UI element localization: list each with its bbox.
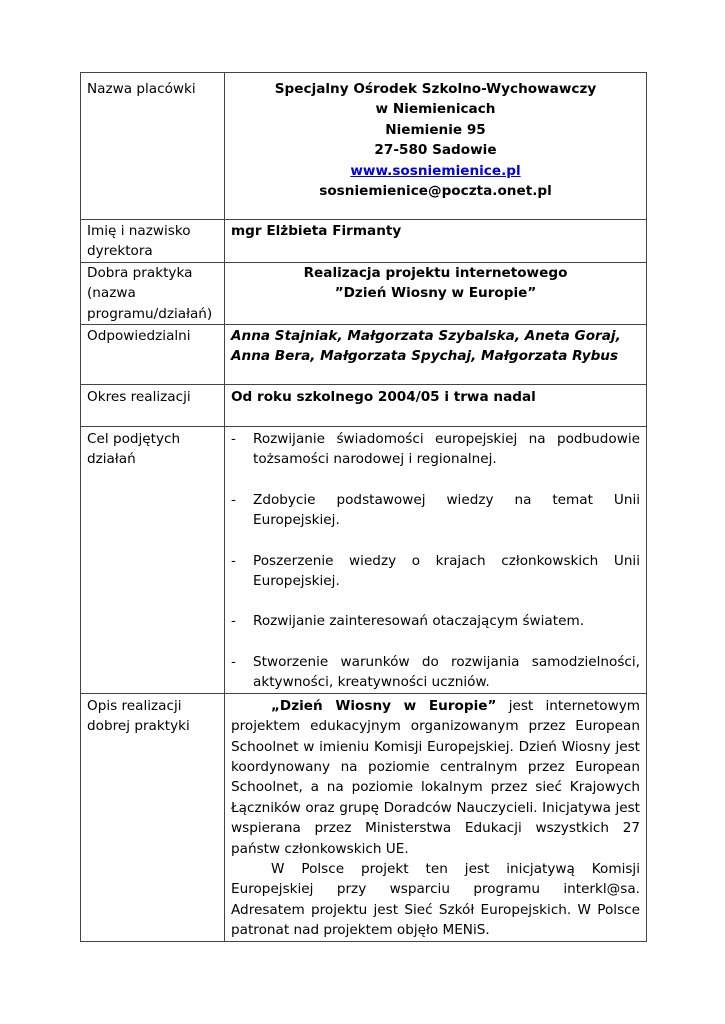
goal-item: - Rozwijanie świadomości europejskiej na podbudowie tożsamości narodowej i regionalnej. <box>231 431 640 468</box>
row-praktyka <box>81 262 647 324</box>
school-address: Niemienie 95 <box>385 121 486 138</box>
label-cel: Cel podjętych działań <box>81 427 225 694</box>
value-okres: Od roku szkolnego 2004/05 i trwa nadal <box>225 385 647 427</box>
goal-item: - Zdobycie podstawowej wiedzy na temat Unii Europejskiej. <box>231 491 640 529</box>
row-okres <box>81 385 647 427</box>
value-placowka <box>225 73 647 220</box>
practice-line2: ”Dzień Wiosny w Europie” <box>334 285 537 302</box>
goal-item: - Stworzenie warunków do rozwijania samodzielności, aktywności, kreatywności uczniów. <box>231 653 640 691</box>
value-cel <box>225 427 647 694</box>
label-praktyka: Dobra praktyka (nazwa programu/działań) <box>81 262 225 324</box>
goal-item: - Poszerzenie wiedzy o krajach członkowskich Unii Europejskiej. <box>231 552 640 590</box>
goal-item: - Rozwijanie zainteresowań otaczającym światem. <box>231 613 585 630</box>
row-cel <box>81 427 647 694</box>
row-placowka <box>81 73 647 220</box>
row-opis <box>81 693 647 941</box>
value-opis <box>225 693 647 941</box>
value-praktyka <box>225 262 647 324</box>
school-name-2: w Niemienicach <box>375 101 496 118</box>
value-dyrektor: mgr Elżbieta Firmanty <box>225 220 647 263</box>
label-okres: Okres realizacji <box>81 385 225 427</box>
school-postal: 27-580 Sadowie <box>374 142 497 159</box>
row-dyrektor <box>81 220 647 263</box>
label-opis: Opis realizacji dobrej praktyki <box>81 693 225 941</box>
value-odpowiedzialni: Anna Stajniak, Małgorzata Szybalska, Aneta Goraj, Anna Bera, Małgorzata Spychaj, Małgorzata Rybus <box>225 325 647 385</box>
school-email: sosniemienice@poczta.onet.pl <box>319 183 552 200</box>
label-placowka: Nazwa placówki <box>81 73 225 220</box>
practice-line1: Realizacja projektu internetowego <box>303 264 568 281</box>
label-odpowiedzialni: Odpowiedzialni <box>81 325 225 385</box>
website-link[interactable]: www.sosniemienice.pl <box>350 162 521 179</box>
school-name-1: Specjalny Ośrodek Szkolno-Wychowawczy <box>274 81 597 97</box>
description-paragraph-1: „Dzień Wiosny w Europie” jest internetowym projektem edukacyjnym organizowanym przez European Schoolnet w imieniu Komisji Europejskiej. Dzień Wiosny jest koordynowany na poziomie centralnym przez European Schoolnet, a na poziomie lokalnym przez sieć Krajowych Łączników oraz grupę Doradców Nauczycieli. Inicjatywa jest wspierana przez Ministerstwa Edukacji wszystkich 27 państw członkowskich UE. <box>231 697 640 857</box>
info-table <box>80 72 647 942</box>
label-dyrektor: Imię i nazwisko dyrektora <box>81 220 225 263</box>
description-paragraph-2: W Polsce projekt ten jest inicjatywą Komisji Europejskiej przy wsparciu programu interkl@sa. Adresatem projektu jest Sieć Szkół Europejskich. W Polsce patronat nad projektem objęło MENiS. <box>231 860 640 939</box>
row-odpowiedzialni <box>81 325 647 385</box>
